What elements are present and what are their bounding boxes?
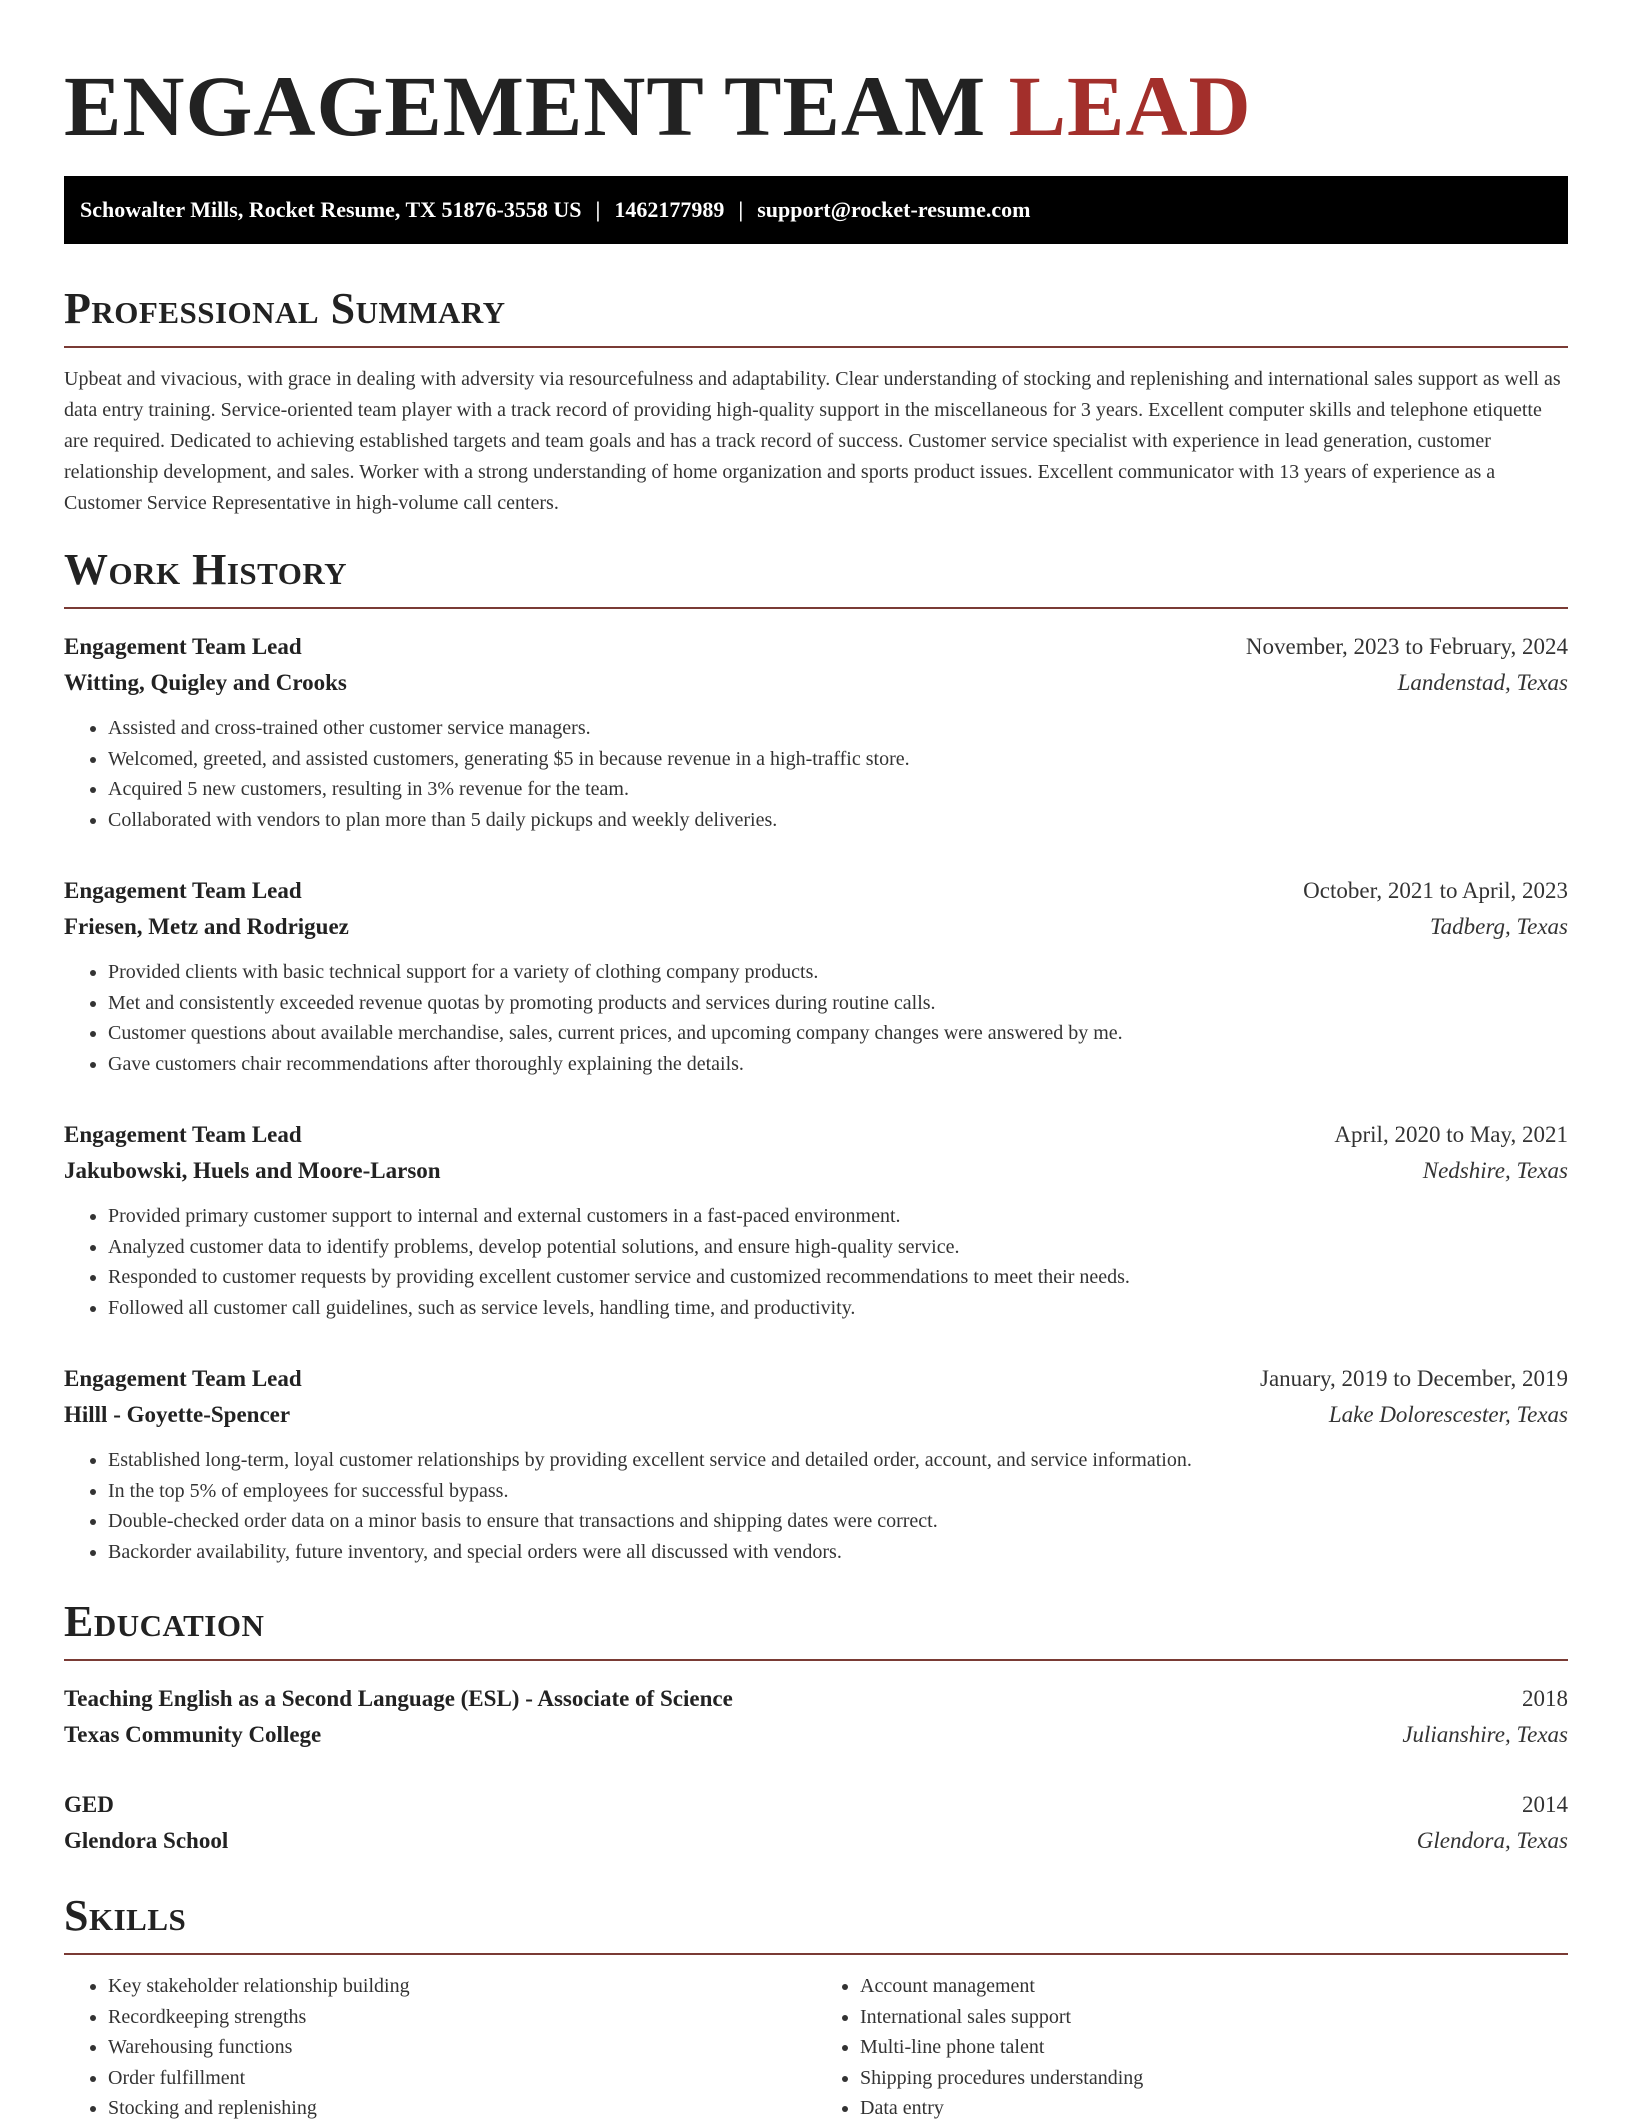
job-bullet: • Provided clients with basic technical support for a variety of clothing company products. — [108, 957, 1568, 988]
job-bullets — [64, 713, 1568, 835]
skills-heading: Skills — [64, 1891, 187, 1940]
title-main: ENGAGEMENT TEAM — [64, 58, 987, 154]
education-year: 2018 — [1522, 1686, 1568, 1711]
summary-section — [64, 282, 1568, 519]
job-bullet: • Backorder availability, future inventory, and special orders were all discussed with vendors. — [108, 1537, 1568, 1568]
job-dates: April, 2020 to May, 2021 — [1334, 1122, 1568, 1147]
title-accent: LEAD — [1008, 58, 1252, 154]
job-bullets — [64, 957, 1568, 1079]
job-dates: October, 2021 to April, 2023 — [1303, 878, 1568, 903]
skills-section — [64, 1889, 1568, 2124]
contact-phone: 1462177989 — [614, 197, 725, 222]
job-bullet: • Gave customers chair recommendations after thoroughly explaining the details. — [108, 1049, 1568, 1080]
skills-list-left — [64, 1971, 816, 2124]
job-company: Hilll - Goyette-Spencer — [64, 1402, 291, 1427]
education-section — [64, 1595, 1568, 1859]
job-title: Engagement Team Lead — [64, 634, 302, 659]
contact-bar — [64, 176, 1568, 244]
education-heading: Education — [64, 1597, 265, 1646]
skill-item: • Order fulfillment — [108, 2063, 816, 2094]
job-title: Engagement Team Lead — [64, 878, 302, 903]
summary-heading: Professional Summary — [64, 284, 506, 333]
skill-item: • Account management — [860, 1971, 1568, 2002]
education-degree: Teaching English as a Second Language (ESL) - Associate of Science — [64, 1686, 733, 1711]
contact-separator: | — [738, 197, 744, 222]
skill-item: • Shipping procedures understanding — [860, 2063, 1568, 2094]
job-company: Witting, Quigley and Crooks — [64, 670, 347, 695]
job-bullet: • Assisted and cross-trained other customer service managers. — [108, 713, 1568, 744]
job-title: Engagement Team Lead — [64, 1366, 302, 1391]
skill-item: • Multi-line phone talent — [860, 2032, 1568, 2063]
job-entry — [64, 873, 1568, 1079]
skill-item: • Key stakeholder relationship building — [108, 1971, 816, 2002]
job-bullet: • Acquired 5 new customers, resulting in 3% revenue for the team. — [108, 774, 1568, 805]
job-dates: January, 2019 to December, 2019 — [1260, 1366, 1568, 1391]
work-history-heading: Work History — [64, 545, 348, 594]
job-bullet: • Collaborated with vendors to plan more than 5 daily pickups and weekly deliveries. — [108, 805, 1568, 836]
job-bullet: • In the top 5% of employees for successful bypass. — [108, 1476, 1568, 1507]
education-school: Glendora School — [64, 1828, 229, 1853]
job-location: Nedshire, Texas — [1422, 1158, 1568, 1183]
resume-title — [64, 0, 1568, 156]
job-company: Jakubowski, Huels and Moore-Larson — [64, 1158, 441, 1183]
job-location: Tadberg, Texas — [1429, 914, 1568, 939]
education-degree: GED — [64, 1792, 114, 1817]
education-location: Julianshire, Texas — [1402, 1722, 1568, 1747]
job-entry — [64, 1117, 1568, 1323]
job-bullets — [64, 1201, 1568, 1323]
job-bullet: • Followed all customer call guidelines, such as service levels, handling time, and productivity. — [108, 1293, 1568, 1324]
skill-item: • Recordkeeping strengths — [108, 2002, 816, 2033]
skills-list-right — [816, 1971, 1568, 2124]
job-bullet: • Provided primary customer support to internal and external customers in a fast-paced environment. — [108, 1201, 1568, 1232]
work-history-section — [64, 543, 1568, 1567]
skill-item: • Stocking and replenishing — [108, 2093, 816, 2124]
section-divider — [64, 1953, 1568, 1955]
job-bullet: • Customer questions about available merchandise, sales, current prices, and upcoming company changes were answered by me. — [108, 1018, 1568, 1049]
contact-separator: | — [595, 197, 601, 222]
job-bullet: • Analyzed customer data to identify problems, develop potential solutions, and ensure high-quality service. — [108, 1232, 1568, 1263]
education-year: 2014 — [1522, 1792, 1568, 1817]
section-divider — [64, 607, 1568, 609]
skill-item: • Warehousing functions — [108, 2032, 816, 2063]
section-divider — [64, 1659, 1568, 1661]
education-entry — [64, 1787, 1568, 1859]
job-location: Lake Dolorescester, Texas — [1328, 1402, 1568, 1427]
education-entry — [64, 1681, 1568, 1753]
job-location: Landenstad, Texas — [1397, 670, 1568, 695]
job-bullet: • Double-checked order data on a minor basis to ensure that transactions and shipping dates were correct. — [108, 1506, 1568, 1537]
section-divider — [64, 346, 1568, 348]
resume-page — [64, 0, 1568, 2124]
job-bullet: • Welcomed, greeted, and assisted customers, generating $5 in because revenue in a high-traffic store. — [108, 744, 1568, 775]
skill-item: • Data entry — [860, 2093, 1568, 2124]
job-bullet: • Met and consistently exceeded revenue quotas by promoting products and services during routine calls. — [108, 988, 1568, 1019]
skill-item: • International sales support — [860, 2002, 1568, 2033]
summary-text: Upbeat and vivacious, with grace in dealing with adversity via resourcefulness and adaptability. Clear understanding of stocking and replenishing and international sales support as well as data entry training. Service-oriented team player with a track record of providing high-quality support in the miscellaneous for 3 years. Excellent computer skills and telephone etiquette are required. Dedicated to achieving established targets and team goals and has a track record of success. Customer service specialist with experience in lead generation, customer relationship development, and sales. Worker with a strong understanding of home organization and sports product issues. Excellent communicator with 13 years of experience as a Customer Service Representative in high-volume call centers. — [64, 368, 1561, 514]
contact-address: Schowalter Mills, Rocket Resume, TX 51876-3558 US — [80, 197, 582, 222]
job-bullet: • Responded to customer requests by providing excellent customer service and customized recommendations to meet their needs. — [108, 1262, 1568, 1293]
job-title: Engagement Team Lead — [64, 1122, 302, 1147]
contact-email: support@rocket-resume.com — [757, 197, 1031, 222]
job-company: Friesen, Metz and Rodriguez — [64, 914, 349, 939]
job-bullet: • Established long-term, loyal customer relationships by providing excellent service and detailed order, account, and service information. — [108, 1445, 1568, 1476]
education-location: Glendora, Texas — [1416, 1828, 1568, 1853]
skills-columns — [64, 1971, 1568, 2124]
job-entry — [64, 629, 1568, 835]
job-bullets — [64, 1445, 1568, 1567]
job-dates: November, 2023 to February, 2024 — [1245, 634, 1568, 659]
education-school: Texas Community College — [64, 1722, 322, 1747]
job-entry — [64, 1361, 1568, 1567]
